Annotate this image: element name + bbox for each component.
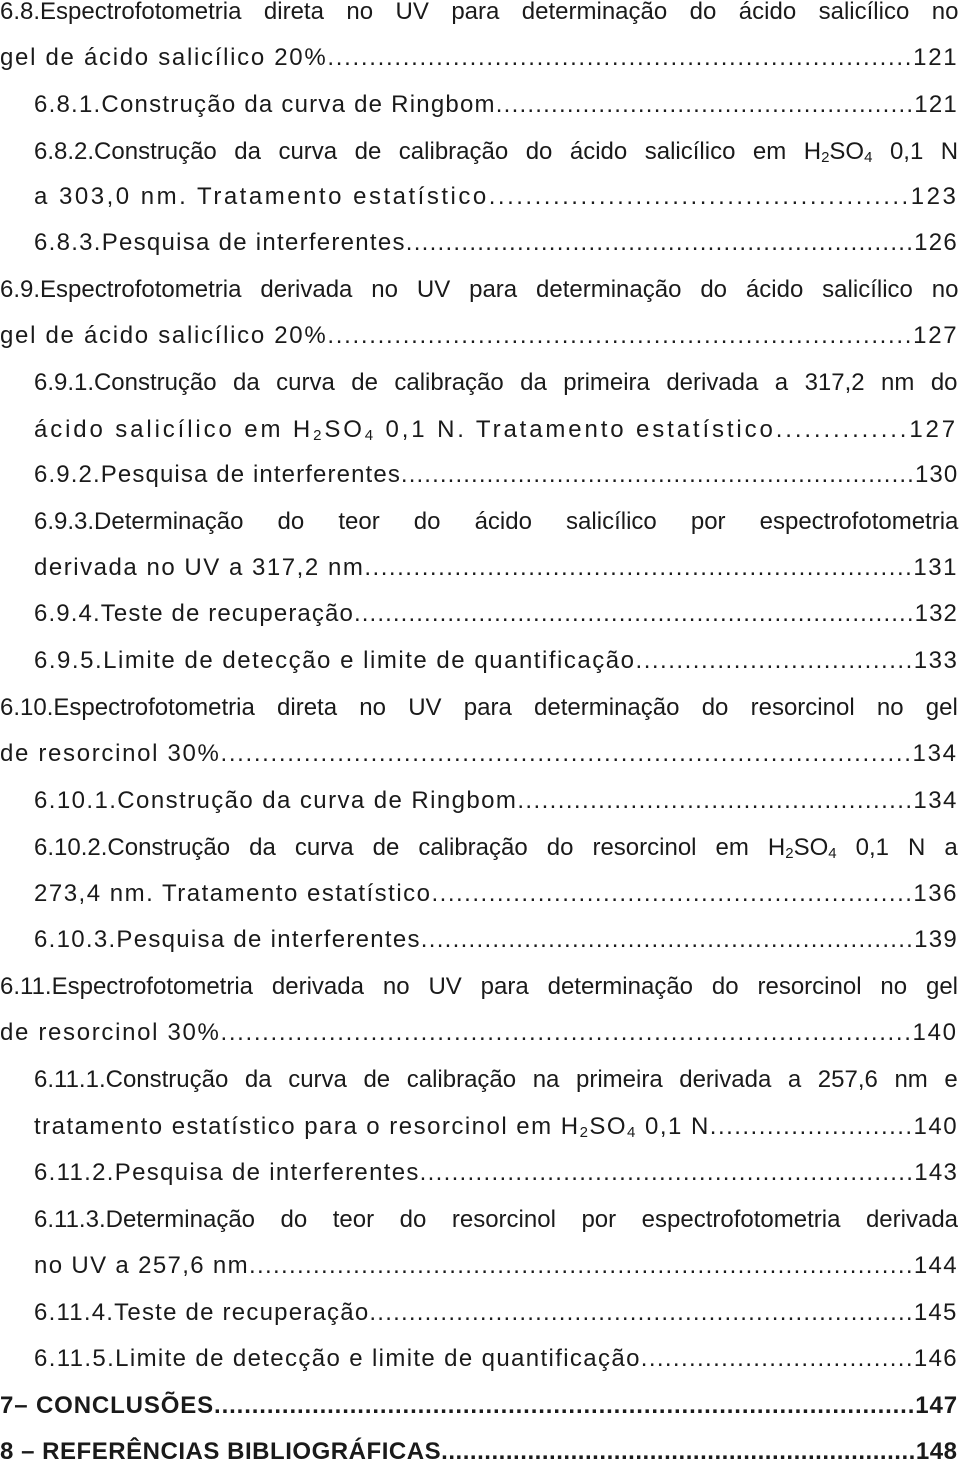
toc-text: SO [829,138,865,165]
subscript: 4 [627,1124,637,1141]
subscript: 4 [364,427,376,444]
toc-line [34,461,958,489]
toc-text: 6.9.4.Teste de recuperação........................................................................132 [34,600,959,627]
toc-text: 6.9.Espectrofotometria derivada no UV para determinação do ácido salicílico no [0,276,959,303]
subscript: 2 [313,427,325,444]
toc-line [34,880,958,908]
toc-text: 8 – REFERÊNCIAS BIBLIOGRÁFICAS..................................................................148 [0,1438,958,1465]
toc-line [34,91,958,119]
toc-text: ácido salicílico em H [34,416,314,443]
toc-text: 6.11.4.Teste de recuperação.....................................................................145 [34,1299,958,1326]
toc-text: 6.8.3.Pesquisa de interferentes................................................................126 [34,229,959,256]
toc-text: 6.11.2.Pesquisa de interferentes..............................................................143 [34,1159,959,1186]
toc-line [0,322,958,350]
subscript: 4 [864,149,873,166]
toc-line [0,1019,958,1047]
toc-text: 6.11.5.Limite de detecção e limite de quantificação..................................146 [34,1345,959,1372]
toc-text: de resorcinol 30%...................................................................................140 [0,1019,958,1046]
toc-line [34,647,958,675]
toc-text: 0,1 N. Tratamento estatístico..............127 [376,416,958,443]
toc-text: 6.10.2.Construção da curva de calibração do resorcinol em H [34,834,786,861]
toc-text: 6.8.Espectrofotometria direta no UV para determinação do ácido salicílico no [0,0,959,25]
toc-text: SO [324,416,365,443]
toc-text: 6.11.1.Construção da curva de calibração na primeira derivada a 257,6 nm e [34,1066,958,1093]
toc-line [34,1252,958,1280]
toc-text: tratamento estatístico para o resorcinol em H [34,1113,580,1140]
toc-text: 0,1 N a [836,834,958,861]
toc-line [34,138,958,166]
toc-line [0,740,958,768]
toc-line [0,44,958,72]
toc-text: 0,1 N.........................140 [636,1113,959,1140]
toc-text: 6.10.Espectrofotometria direta no UV para determinação do resorcinol no gel [0,694,958,721]
toc-line [34,1206,958,1234]
toc-text: gel de ácido salicílico 20%......................................................................127 [0,322,959,349]
toc-line [0,694,958,722]
toc-text: 6.9.5.Limite de detecção e limite de quantificação..................................133 [34,647,959,674]
subscript: 2 [579,1124,590,1141]
subscript: 4 [828,845,837,862]
toc-line [34,834,958,862]
toc-text: 6.10.3.Pesquisa de interferentes..............................................................139 [34,926,959,953]
subscript: 2 [785,845,794,862]
toc-text: 6.8.2.Construção da curva de calibração do ácido salicílico em H [34,138,822,165]
toc-line [34,926,958,954]
toc-line [0,1392,958,1420]
toc-line [34,1066,958,1094]
toc-line [34,229,958,257]
toc-text: SO [793,834,829,861]
toc-text: 6.10.1.Construção da curva de Ringbom.................................................134 [34,787,958,814]
toc-line [34,554,958,582]
toc-line [0,276,958,304]
toc-text: 6.9.3.Determinação do teor do ácido salicílico por espectrofotometria [34,508,959,535]
toc-line [0,973,958,1001]
toc-text: a 303,0 nm. Tratamento estatístico..............................................123 [34,183,959,210]
toc-text: 7– CONCLUSÕES.............................................................................................147 [0,1392,958,1419]
subscript: 2 [821,149,830,166]
toc-text: 0,1 N [872,138,959,165]
toc-line [34,1345,958,1373]
toc-line [34,183,958,211]
toc-line [34,508,958,536]
toc-text: 273,4 nm. Tratamento estatístico...........................................................136 [34,880,958,907]
toc-line [34,787,958,815]
toc-text: 6.8.1.Construção da curva de Ringbom.....................................................121 [34,91,958,118]
toc-line [0,1438,957,1466]
toc-line [34,1299,958,1327]
toc-line [34,1159,958,1187]
toc-line [34,369,957,397]
toc-line [34,600,958,628]
toc-text: no UV a 257,6 nm...................................................................................144 [34,1252,958,1279]
toc-line [34,416,958,444]
toc-text: 6.9.2.Pesquisa de interferentes..................................................................130 [34,461,959,488]
toc-text: de resorcinol 30%...................................................................................134 [0,740,958,767]
toc-text: 6.9.1.Construção da curva de calibração da primeira derivada a 317,2 nm do [34,369,958,396]
toc-text: gel de ácido salicílico 20%......................................................................121 [0,44,959,71]
toc-line [34,1113,958,1141]
toc-text: derivada no UV a 317,2 nm...................................................................131 [34,554,958,581]
toc-line [0,0,958,26]
toc-text: 6.11.Espectrofotometria derivada no UV para determinação do resorcinol no gel [0,973,959,1000]
toc-text: 6.11.3.Determinação do teor do resorcinol por espectrofotometria derivada [34,1206,959,1233]
toc-text: SO [589,1113,628,1140]
